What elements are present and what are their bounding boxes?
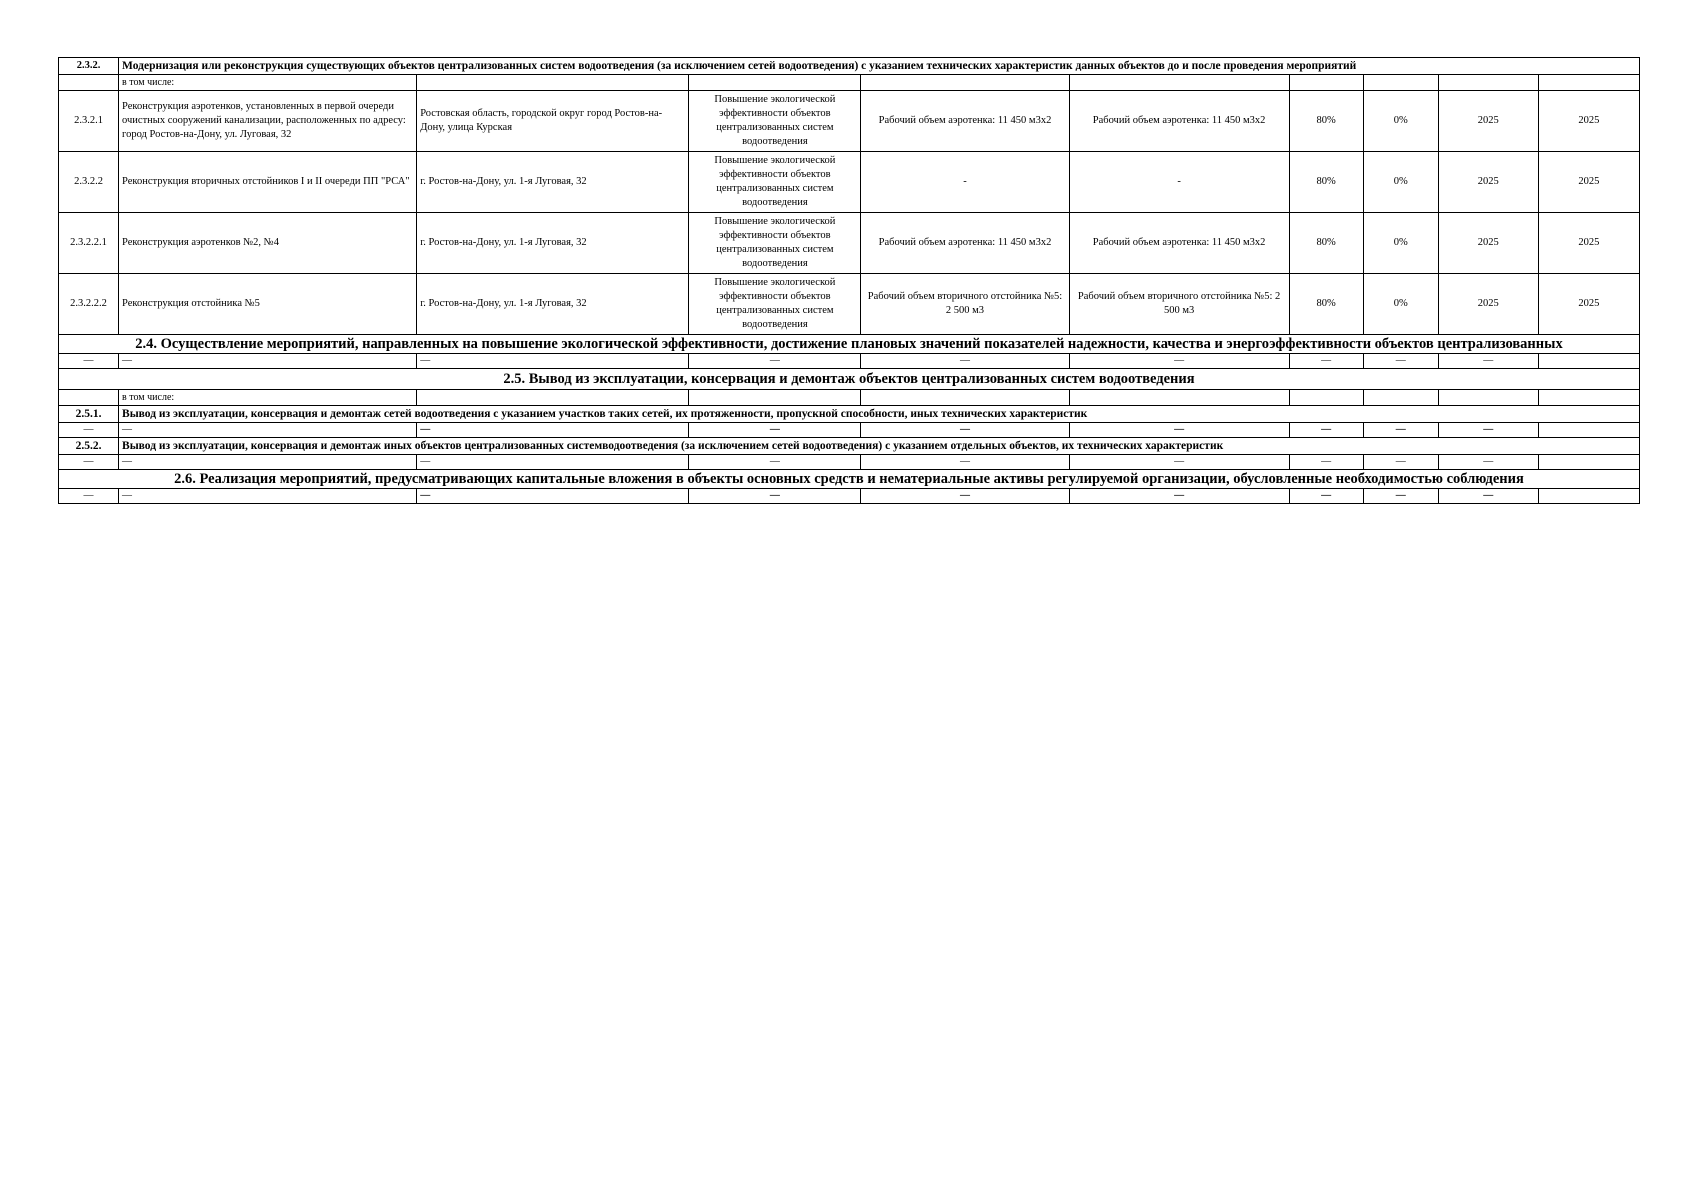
measure-name: Реконструкция вторичных отстойников I и II очереди ПП "РСА" <box>119 152 417 213</box>
table-row <box>59 213 1640 274</box>
characteristics-before: - <box>861 152 1069 213</box>
location: Ростовская область, городской округ город Ростов-на-Дону, улица Курская <box>417 91 689 152</box>
section-row-2-5 <box>59 369 1640 390</box>
percent-value: 80% <box>1289 274 1363 335</box>
location: г. Ростов-на-Дону, ул. 1-я Луговая, 32 <box>417 152 689 213</box>
year-start: 2025 <box>1438 274 1538 335</box>
section-title: Вывод из эксплуатации, консервация и демонтаж иных объектов централизованных системводоотведения (за исключением сетей водоотведения) с указанием отдельных объектов, их технических характеристик <box>119 438 1640 455</box>
measure-name: Реконструкция аэротенков, установленных в первой очереди очистных сооружений канализации, расположенных по адресу: город Ростов-на-Дону, ул. Луговая, 32 <box>119 91 417 152</box>
section-row-2-6 <box>59 470 1640 489</box>
year-end: 2025 <box>1538 152 1639 213</box>
goal: Повышение экологической эффективности объектов централизованных систем водоотведения <box>689 91 861 152</box>
year-end: 2025 <box>1538 91 1639 152</box>
characteristics-before: Рабочий объем вторичного отстойника №5: 2 500 м3 <box>861 274 1069 335</box>
characteristics-after: Рабочий объем аэротенка: 11 450 м3х2 <box>1069 91 1289 152</box>
section-row-2-3-2 <box>59 58 1640 75</box>
section-row-2-5-2 <box>59 438 1640 455</box>
percent-value: 0% <box>1363 91 1438 152</box>
characteristics-after: - <box>1069 152 1289 213</box>
measure-name: Реконструкция отстойника №5 <box>119 274 417 335</box>
table-row <box>59 91 1640 152</box>
location: г. Ростов-на-Дону, ул. 1-я Луговая, 32 <box>417 213 689 274</box>
section-title: Вывод из эксплуатации, консервация и демонтаж сетей водоотведения с указанием участков таких сетей, их протяженности, пропускной способности, иных технических характеристик <box>119 406 1640 423</box>
percent-value: 0% <box>1363 152 1438 213</box>
percent-value: 80% <box>1289 152 1363 213</box>
row-number: 2.5.1. <box>59 406 119 423</box>
year-start: 2025 <box>1438 91 1538 152</box>
table-row <box>59 274 1640 335</box>
row-number: 2.5.2. <box>59 438 119 455</box>
including-row <box>59 390 1640 406</box>
section-row-2-4 <box>59 335 1640 354</box>
measure-name: Реконструкция аэротенков №2, №4 <box>119 213 417 274</box>
row-number: 2.3.2.2.1 <box>59 213 119 274</box>
row-number: 2.3.2. <box>59 58 119 75</box>
characteristics-before: Рабочий объем аэротенка: 11 450 м3х2 <box>861 213 1069 274</box>
characteristics-after: Рабочий объем вторичного отстойника №5: 2 500 м3 <box>1069 274 1289 335</box>
characteristics-before: Рабочий объем аэротенка: 11 450 м3х2 <box>861 91 1069 152</box>
year-start: 2025 <box>1438 152 1538 213</box>
including-row <box>59 75 1640 91</box>
row-number: 2.3.2.2.2 <box>59 274 119 335</box>
including-label: в том числе: <box>119 390 417 406</box>
characteristics-after: Рабочий объем аэротенка: 11 450 м3х2 <box>1069 213 1289 274</box>
empty-row: — — — — — — — — — <box>59 354 1640 369</box>
goal: Повышение экологической эффективности объектов централизованных систем водоотведения <box>689 274 861 335</box>
year-start: 2025 <box>1438 213 1538 274</box>
percent-value: 0% <box>1363 274 1438 335</box>
investment-program-table <box>58 57 1640 504</box>
empty-row: — — — — — — — — — <box>59 423 1640 438</box>
goal: Повышение экологической эффективности объектов централизованных систем водоотведения <box>689 152 861 213</box>
year-end: 2025 <box>1538 274 1639 335</box>
percent-value: 0% <box>1363 213 1438 274</box>
goal: Повышение экологической эффективности объектов централизованных систем водоотведения <box>689 213 861 274</box>
percent-value: 80% <box>1289 213 1363 274</box>
year-end: 2025 <box>1538 213 1639 274</box>
location: г. Ростов-на-Дону, ул. 1-я Луговая, 32 <box>417 274 689 335</box>
row-number: 2.3.2.1 <box>59 91 119 152</box>
including-label: в том числе: <box>119 75 417 91</box>
section-title: 2.5. Вывод из эксплуатации, консервация и демонтаж объектов централизованных систем водоотведения <box>59 369 1640 390</box>
section-title: 2.6. Реализация мероприятий, предусматривающих капитальные вложения в объекты основных средств и нематериальные активы регулируемой организации, обусловленные необходимостью соблюдения <box>59 470 1640 489</box>
row-number: 2.3.2.2 <box>59 152 119 213</box>
percent-value: 80% <box>1289 91 1363 152</box>
section-title: Модернизация или реконструкция существующих объектов централизованных систем водоотведения (за исключением сетей водоотведения) с указанием технических характеристик данных объектов до и после проведения мероприятий <box>119 58 1640 75</box>
empty-row: — — — — — — — — — <box>59 489 1640 504</box>
empty-row: — — — — — — — — — <box>59 455 1640 470</box>
section-row-2-5-1 <box>59 406 1640 423</box>
table-row <box>59 152 1640 213</box>
section-title: 2.4. Осуществление мероприятий, направленных на повышение экологической эффективности, достижение плановых значений показателей надежности, качества и энергоэффективности объектов централизованных <box>59 335 1640 354</box>
